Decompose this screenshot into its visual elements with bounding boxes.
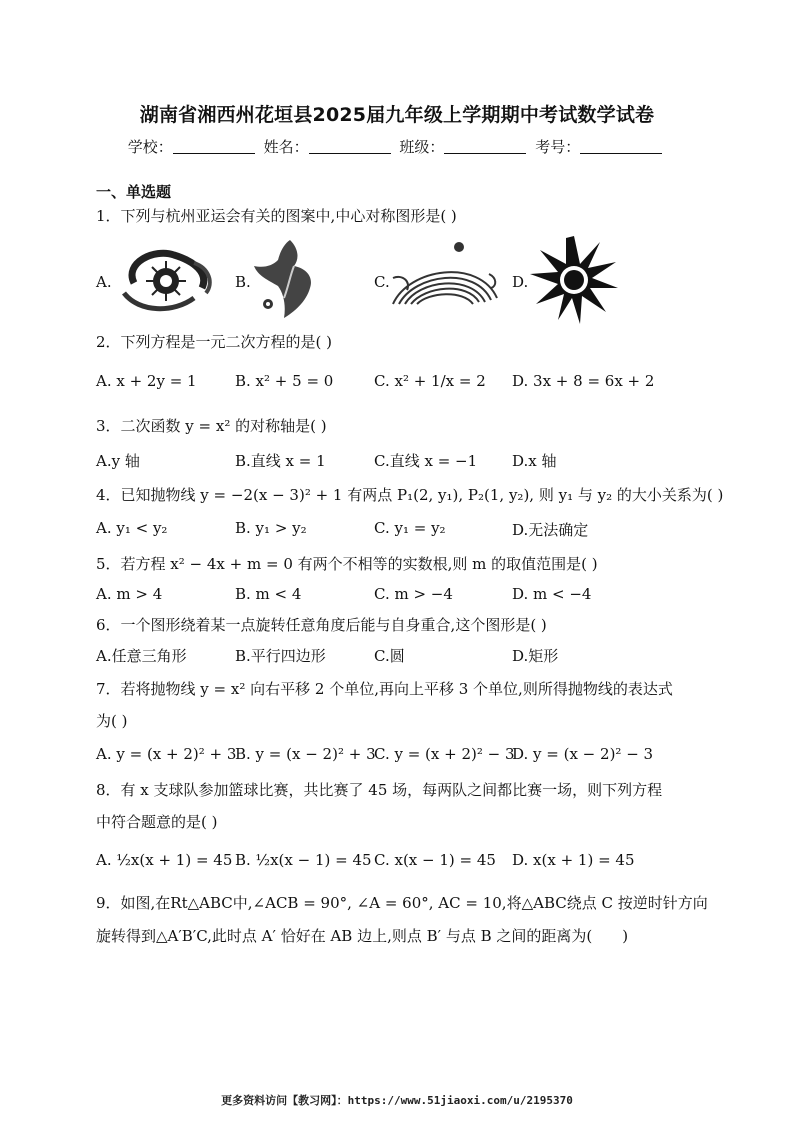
q5-option-d: D. m < −4 [512, 585, 592, 603]
q5-option-b: B. m < 4 [235, 585, 302, 603]
q7-options [96, 745, 716, 769]
q5-option-a: A. m > 4 [96, 585, 163, 603]
q1-option-c-label: C. [374, 273, 390, 291]
q4-option-a: A. y₁ < y₂ [96, 519, 168, 537]
page-title: 湖南省湘西州花垣县2025届九年级上学期期中考试数学试卷 [139, 104, 655, 126]
question-7-line-1: 7．若将抛物线 y = x² 向右平移 2 个单位,再向上平移 3 个单位,则所得抛物线的表达式 [96, 680, 673, 698]
question-9-line-1: 9．如图,在Rt△ABC中,∠ACB = 90°, ∠A = 60°, AC = 10,将△ABC绕点 C 按逆时针方向 [96, 894, 708, 912]
q6-option-b: B.平行四边形 [235, 647, 326, 665]
section-heading: 一、单选题 [96, 183, 172, 201]
q4-options [96, 519, 716, 543]
question-1-text: 1．下列与杭州亚运会有关的图案中,中心对称图形是( ) [96, 207, 457, 225]
name-label: 姓名： [263, 138, 309, 156]
q7-option-a: A. y = (x + 2)² + 3 [96, 745, 237, 763]
q1-option-d-image [528, 234, 620, 326]
q8-options [96, 851, 716, 875]
q6-option-d: D.矩形 [512, 647, 559, 665]
question-5-text: 5．若方程 x² − 4x + m = 0 有两个不相等的实数根,则 m 的取值范围是( ) [96, 555, 598, 573]
q8-option-c: C. x(x − 1) = 45 [374, 851, 496, 869]
question-3-text: 3．二次函数 y = x² 的对称轴是( ) [96, 417, 327, 435]
q4-option-d: D.无法确定 [512, 521, 589, 539]
question-6-text: 6．一个图形绕着某一点旋转任意角度后能与自身重合,这个图形是( ) [96, 616, 547, 634]
footer-link-text[interactable]: 更多资料访问【教习网】：https://www.51jiaoxi.com/u/2195370 [221, 1094, 573, 1107]
q6-option-c: C.圆 [374, 647, 405, 665]
name-blank [309, 139, 391, 154]
q3-options [96, 450, 716, 474]
q8-option-a: A. ½x(x + 1) = 45 [96, 851, 233, 869]
question-9-line-2: 旋转得到△A′B′C,此时点 A′ 恰好在 AB 边上,则点 B′ 与点 B 之间的距离为( ) [96, 927, 629, 945]
q4-option-c: C. y₁ = y₂ [374, 519, 446, 537]
q2-option-c: C. x² + 1/x = 2 [374, 372, 486, 390]
question-7-line-2: 为( ) [96, 712, 128, 730]
q2-option-a: A. x + 2y = 1 [96, 372, 197, 390]
student-info-line [0, 136, 794, 157]
q1-option-b-image [250, 236, 320, 320]
q7-option-b: B. y = (x − 2)² + 3 [235, 745, 376, 763]
q2-options [96, 372, 716, 396]
question-4-text: 4．已知抛物线 y = −2(x − 3)² + 1 有两点 P₁(2, y₁), P₂(1, y₂), 则 y₁ 与 y₂ 的大小关系为( ) [96, 486, 724, 504]
q1-option-c-image [389, 238, 501, 310]
class-blank [444, 139, 526, 154]
q3-option-c: C.直线 x = −1 [374, 452, 478, 470]
q6-option-a: A.任意三角形 [96, 647, 187, 665]
q5-option-c: C. m > −4 [374, 585, 453, 603]
q7-option-c: C. y = (x + 2)² − 3 [374, 745, 515, 763]
school-label: 学校： [127, 138, 173, 156]
number-blank [580, 139, 662, 154]
question-2-text: 2．下列方程是一元二次方程的是( ) [96, 333, 333, 351]
q4-option-b: B. y₁ > y₂ [235, 519, 307, 537]
q8-option-d: D. x(x + 1) = 45 [512, 851, 635, 869]
school-blank [173, 139, 255, 154]
q5-options [96, 585, 716, 609]
question-8-line-1: 8．有 x 支球队参加篮球比赛，共比赛了 45 场，每两队之间都比赛一场，则下列方程 [96, 781, 663, 799]
q3-option-b: B.直线 x = 1 [235, 452, 326, 470]
q8-option-b: B. ½x(x − 1) = 45 [235, 851, 372, 869]
q1-option-d-label: D. [512, 273, 529, 291]
q6-options [96, 645, 716, 669]
number-label: 考号： [535, 138, 581, 156]
q1-option-a-label: A. [96, 273, 112, 291]
q7-option-d: D. y = (x − 2)² − 3 [512, 745, 654, 763]
q2-option-d: D. 3x + 8 = 6x + 2 [512, 372, 655, 390]
question-8-line-2: 中符合题意的是( ) [96, 813, 218, 831]
q1-option-a-image [114, 243, 218, 315]
q3-option-a: A.y 轴 [96, 452, 140, 470]
class-label: 班级： [399, 138, 445, 156]
q1-option-b-label: B. [235, 273, 251, 291]
q2-option-b: B. x² + 5 = 0 [235, 372, 334, 390]
q3-option-d: D.x 轴 [512, 452, 557, 470]
